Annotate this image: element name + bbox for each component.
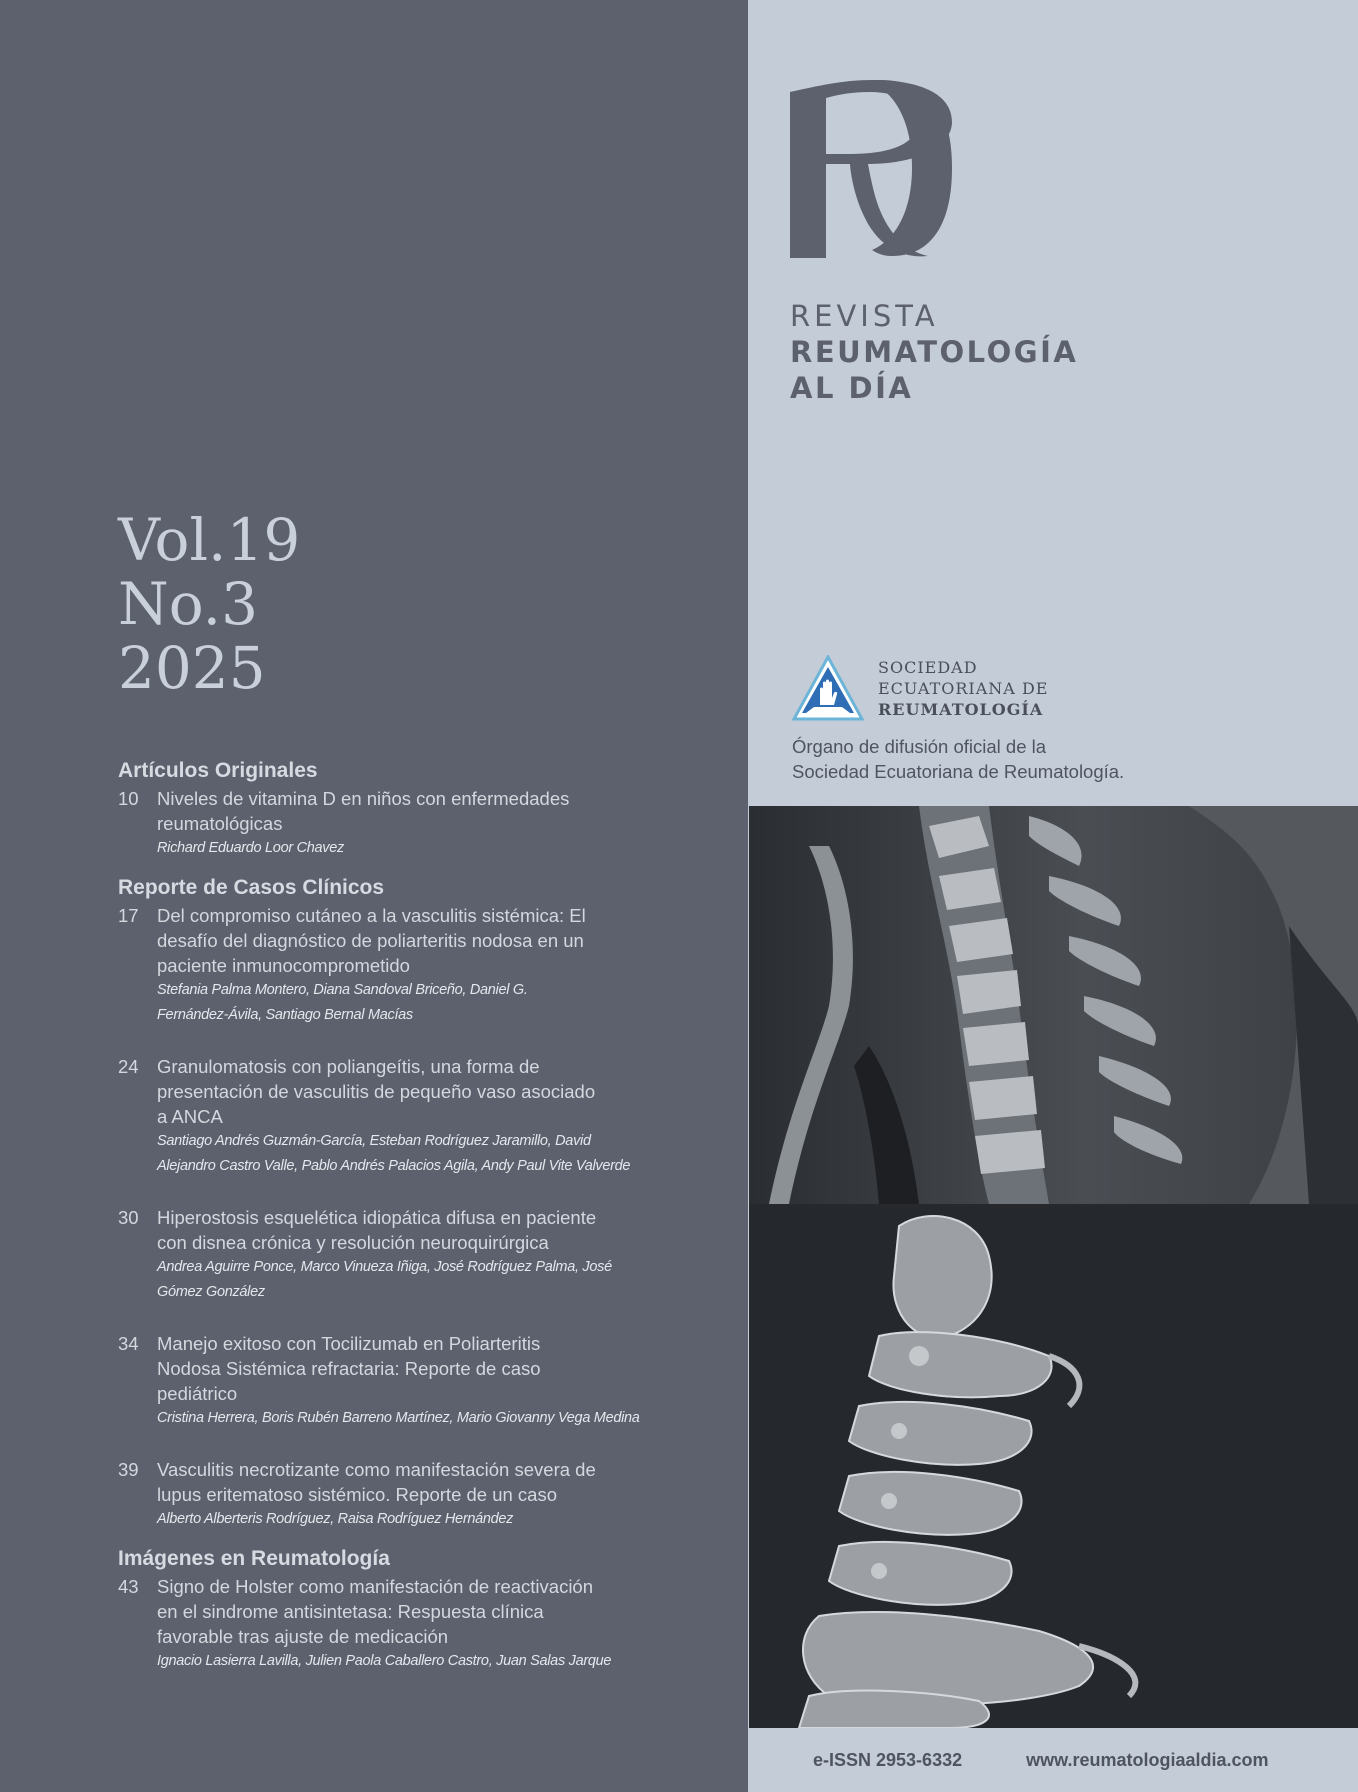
toc-entry-authors-line: Fernández-Ávila, Santiago Bernal Macías	[157, 1007, 413, 1023]
toc-entry-authors-line: Alberto Alberteris Rodríguez, Raisa Rodríguez Hernández	[157, 1511, 514, 1527]
toc-entry-authors-line: Gómez González	[157, 1284, 265, 1300]
organ-line-2: Sociedad Ecuatoriana de Reumatología.	[792, 761, 1125, 782]
toc-entry-authors-line: Andrea Aguirre Ponce, Marco Vinueza Iñiga, José Rodríguez Palma, José	[157, 1259, 612, 1275]
table-of-contents	[118, 758, 678, 1674]
toc-section-title: Artículos Originales	[118, 759, 318, 782]
toc-entry-title-line: Signo de Holster como manifestación de reactivación	[157, 1576, 594, 1597]
toc-entry-page: 10	[118, 788, 139, 809]
toc-entry-title-line: Niveles de vitamina D en niños con enfermedades	[157, 788, 570, 809]
ct-spine-sagittal-image	[749, 806, 1358, 1204]
toc-entry-page: 34	[118, 1333, 139, 1354]
masthead-line-3: AL DÍA	[790, 371, 914, 405]
3d-spine-reconstruction-image	[749, 1206, 1358, 1728]
society-line-3: REUMATOLOGÍA	[878, 699, 1044, 719]
toc-entry-title-line: presentación de vasculitis de pequeño vaso asociado	[157, 1081, 596, 1102]
toc-entry-page: 30	[118, 1207, 139, 1228]
toc-entry-title-line: favorable tras ajuste de medicación	[157, 1626, 449, 1647]
toc-entry[interactable]	[118, 1574, 678, 1674]
website-link[interactable]: www.reumatologiaaldia.com	[1026, 1749, 1269, 1770]
issn-number: e-ISSN 2953-6332	[813, 1749, 963, 1770]
organ-line-1: Órgano de difusión oficial de la	[792, 736, 1047, 757]
issue-year: 2025	[118, 634, 266, 702]
toc-entry-title-line: Manejo exitoso con Tocilizumab en Poliarteritis	[157, 1333, 541, 1354]
toc-entry-authors-line: Richard Eduardo Loor Chavez	[157, 840, 344, 856]
toc-entry-title-line: Nodosa Sistémica refractaria: Reporte de caso	[157, 1358, 541, 1379]
society-name	[878, 657, 1048, 720]
toc-entry-title-line: lupus eritematoso sistémico. Reporte de un caso	[157, 1484, 558, 1505]
toc-entry[interactable]	[118, 903, 678, 1028]
toc-entry-page: 24	[118, 1056, 139, 1077]
toc-entry-body	[157, 1054, 678, 1179]
toc-entry-title-line: reumatológicas	[157, 813, 283, 834]
toc-entry-authors-line: Ignacio Lasierra Lavilla, Julien Paola Caballero Castro, Juan Salas Jarque	[157, 1653, 612, 1669]
toc-entry-authors-line: Stefania Palma Montero, Diana Sandoval Briceño, Daniel G.	[157, 982, 528, 998]
toc-entry[interactable]	[118, 1457, 678, 1532]
society-block	[792, 655, 1048, 721]
toc-entry-title-line: con disnea crónica y resolución neuroquirúrgica	[157, 1232, 549, 1253]
toc-section-title: Imágenes en Reumatología	[118, 1547, 390, 1570]
toc-entry-title-line: Vasculitis necrotizante como manifestación severa de	[157, 1459, 596, 1480]
letter-r-logo-icon	[790, 80, 952, 258]
toc-entry-title-line: Del compromiso cutáneo a la vasculitis sistémica: El	[157, 905, 586, 926]
toc-entry[interactable]	[118, 1205, 678, 1305]
volume-info	[118, 508, 300, 700]
masthead-line-1: REVISTA	[790, 299, 939, 333]
toc-section	[118, 875, 678, 1532]
masthead-line-2: REUMATOLOGÍA	[790, 335, 1079, 369]
toc-entry-authors-line: Santiago Andrés Guzmán-García, Esteban Rodríguez Jaramillo, David	[157, 1133, 591, 1149]
toc-entry[interactable]	[118, 1054, 678, 1179]
toc-entry-title-line: paciente inmunocomprometido	[157, 955, 410, 976]
official-organ-note	[792, 734, 1124, 784]
toc-entry-title-line: a ANCA	[157, 1106, 223, 1127]
toc-entry-body	[157, 786, 678, 861]
toc-entry-body	[157, 1574, 678, 1674]
triangle-hand-logo-icon	[792, 655, 864, 721]
toc-section-title: Reporte de Casos Clínicos	[118, 876, 385, 899]
toc-section	[118, 1546, 678, 1674]
toc-entry-authors-line: Cristina Herrera, Boris Rubén Barreno Martínez, Mario Giovanny Vega Medina	[157, 1410, 640, 1426]
toc-entry-page: 39	[118, 1459, 139, 1480]
toc-entry-body	[157, 903, 678, 1028]
toc-section	[118, 758, 678, 861]
volume-number: Vol.19	[118, 506, 301, 574]
toc-entry-body	[157, 1457, 678, 1532]
toc-entry-title-line: en el sindrome antisintetasa: Respuesta clínica	[157, 1601, 544, 1622]
society-line-1: SOCIEDAD	[878, 657, 978, 677]
toc-entry-title-line: desafío del diagnóstico de poliarteritis nodosa en un	[157, 930, 584, 951]
toc-entry-page: 17	[118, 905, 139, 926]
society-line-2: ECUATORIANA DE	[878, 678, 1049, 698]
toc-entry[interactable]	[118, 786, 678, 861]
journal-masthead	[790, 298, 1078, 406]
toc-entry-page: 43	[118, 1576, 139, 1597]
cover-medical-images	[749, 806, 1358, 1728]
toc-entry-authors-line: Alejandro Castro Valle, Pablo Andrés Palacios Agila, Andy Paul Vite Valverde	[157, 1158, 631, 1174]
toc-entry[interactable]	[118, 1331, 678, 1431]
toc-entry-title-line: Hiperostosis esquelética idiopática difusa en paciente	[157, 1207, 597, 1228]
toc-entry-body	[157, 1331, 678, 1431]
toc-entry-title-line: pediátrico	[157, 1383, 238, 1404]
issue-number: No.3	[118, 570, 258, 638]
toc-entry-title-line: Granulomatosis con poliangeítis, una forma de	[157, 1056, 540, 1077]
toc-entry-body	[157, 1205, 678, 1305]
footer-bar	[748, 1728, 1358, 1792]
